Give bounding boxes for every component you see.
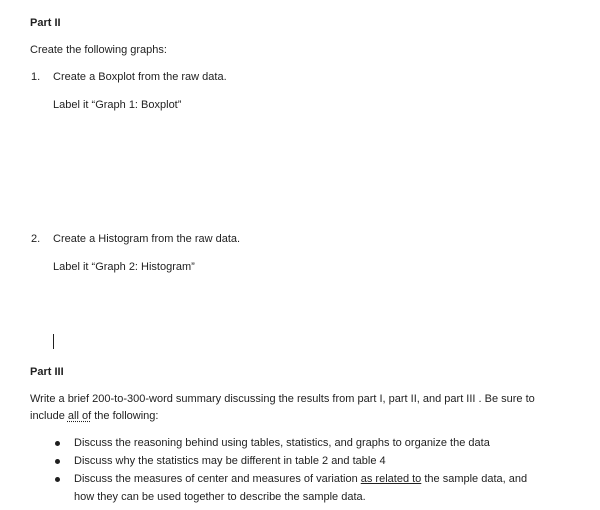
item2-number: 2. xyxy=(31,233,41,245)
bullet-dot-2 xyxy=(55,459,60,464)
item2-label: Label it “Graph 2: Histogram” xyxy=(53,261,195,273)
part2-intro: Create the following graphs: xyxy=(30,44,167,56)
bullet-item-3 xyxy=(74,472,527,486)
bullet-dot-3 xyxy=(55,477,60,482)
item1-text: Create a Boxplot from the raw data. xyxy=(53,71,227,83)
text-cursor xyxy=(53,334,54,349)
as-related-to-phrase: as related to xyxy=(360,473,422,485)
part3-heading: Part III xyxy=(30,366,64,378)
part3-paragraph-line1: Write a brief 200-to-300-word summary discussing the results from part I, part II, and part III . Be sure to xyxy=(30,393,535,405)
item2-text: Create a Histogram from the raw data. xyxy=(53,233,241,245)
bullet-item-3-line2: how they can be used together to describe the sample data. xyxy=(74,491,366,503)
bullet-item-2: Discuss why the statistics may be different in table 2 and table 4 xyxy=(74,455,386,467)
part2-heading: Part II xyxy=(30,17,61,29)
bullet3-post: the sample data, and xyxy=(421,473,528,485)
bullet3-pre: Discuss the measures of center and measures of variation xyxy=(74,473,361,485)
para-line2-post: the following: xyxy=(91,410,159,422)
item1-number: 1. xyxy=(31,71,41,83)
part3-paragraph-line2 xyxy=(30,409,158,423)
bullet-item-1: Discuss the reasoning behind using tables, statistics, and graphs to organize the data xyxy=(74,437,490,449)
item1-label: Label it “Graph 1: Boxplot” xyxy=(53,99,182,111)
all-of-phrase: all of xyxy=(67,410,92,422)
para-line2-pre: include xyxy=(30,410,68,422)
bullet-dot-1 xyxy=(55,441,60,446)
